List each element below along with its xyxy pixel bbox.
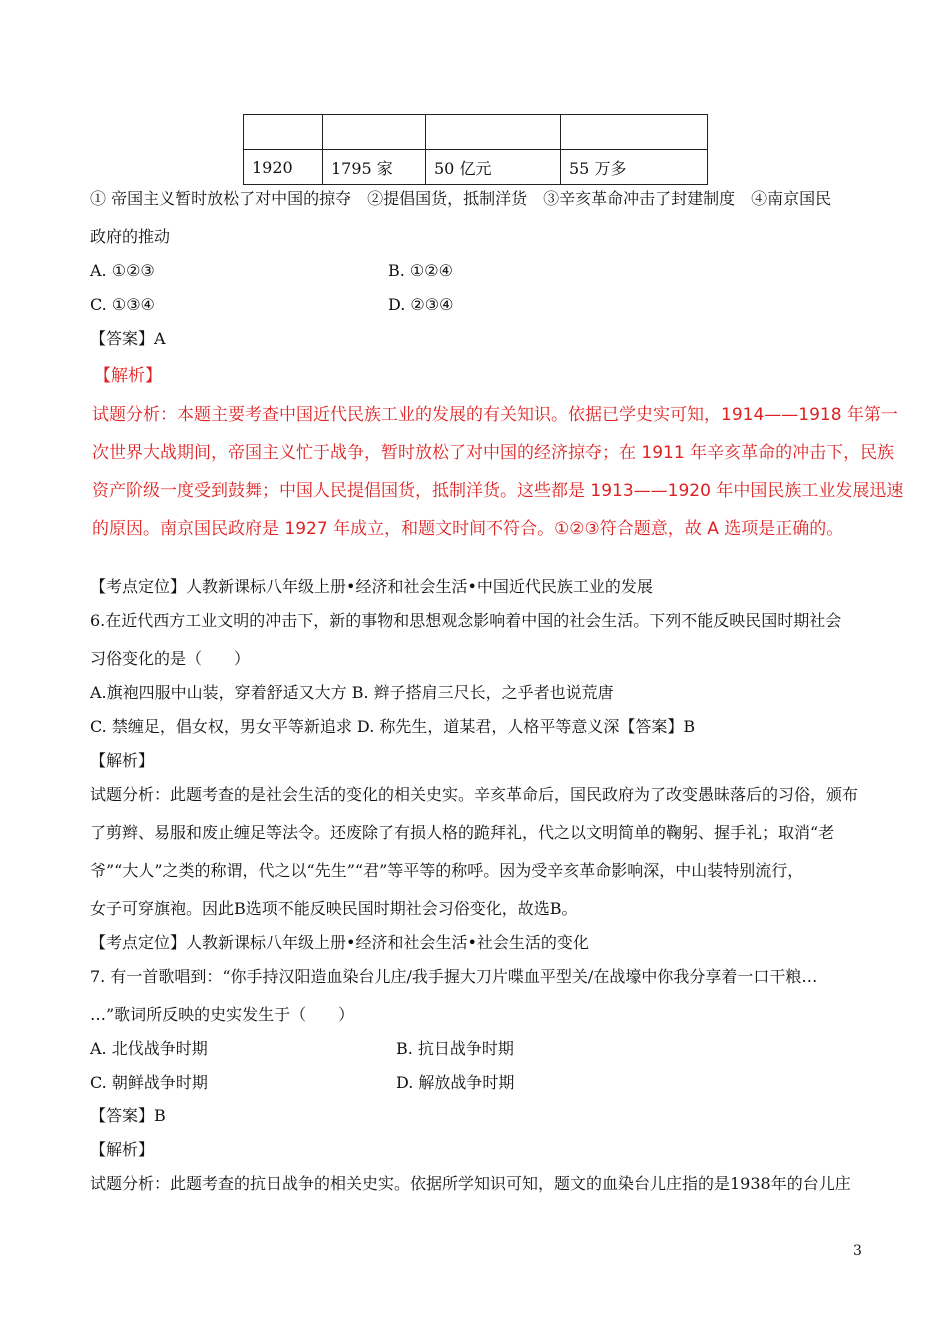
q5-option-b: B. ①②④ [388, 261, 453, 280]
q5-analysis-line: 资产阶级一度受到鼓舞；中国人民提倡国货，抵制洋货。这些都是 1913——1920 年中国民族工业发展迅速 [92, 481, 904, 501]
q7-option-d: D. 解放战争时期 [396, 1073, 515, 1092]
q5-analysis-line: 试题分析：本题主要考查中国近代民族工业的发展的有关知识。依据已学史实可知，1914——1918 年第一 [92, 405, 898, 425]
q7-option-b: B. 抗日战争时期 [396, 1039, 514, 1058]
table-cell [244, 115, 323, 150]
q5-analysis-title: 【解析】 [94, 366, 162, 386]
q6-analysis-line: 试题分析：此题考查的是社会生活的变化的相关史实。辛亥革命后，国民政府为了改变愚昧落后的习俗，颁布 [90, 785, 859, 804]
q6-analysis-title: 【解析】 [90, 751, 155, 770]
table-cell: 1795 家 [323, 150, 426, 185]
q5-option-d: D. ②③④ [388, 295, 454, 314]
q5-kaodian: 【考点定位】人教新课标八年级上册•经济和社会生活•中国近代民族工业的发展 [90, 577, 653, 596]
q6-options-ab: A.旗袍四服中山装，穿着舒适又大方 B. 辫子搭肩三尺长，之乎者也说荒唐 [90, 683, 614, 702]
q5-analysis-line: 的原因。南京国民政府是 1927 年成立，和题文时间不符合。①②③符合题意，故 A 选项是正确的。 [92, 519, 844, 539]
q5-stem-line1: ① 帝国主义暂时放松了对中国的掠夺 ②提倡国货，抵制洋货 ③辛亥革命冲击了封建制度 ④南京国民 [90, 189, 832, 208]
table-cell: 55 万多 [561, 150, 708, 185]
table-cell: 50 亿元 [426, 150, 561, 185]
table-cell [561, 115, 708, 150]
table-row [244, 115, 708, 150]
q5-analysis-line: 次世界大战期间，帝国主义忙于战争，暂时放松了对中国的经济掠夺；在 1911 年辛亥革命的冲击下，民族 [92, 443, 895, 463]
q5-option-c: C. ①③④ [90, 295, 155, 314]
table-cell [323, 115, 426, 150]
q6-options-cd: C. 禁缠足，倡女权，男女平等新追求 D. 称先生，道某君，人格平等意义深【答案】B [90, 717, 696, 736]
q6-kaodian: 【考点定位】人教新课标八年级上册•经济和社会生活•社会生活的变化 [90, 933, 589, 952]
q7-analysis-line: 试题分析：此题考查的抗日战争的相关史实。依据所学知识可知，题文的血染台儿庄指的是1938年的台儿庄 [90, 1174, 851, 1193]
page-number: 3 [853, 1243, 862, 1259]
q7-answer: 【答案】B [90, 1106, 166, 1125]
q7-option-a: A. 北伐战争时期 [90, 1039, 208, 1058]
q6-analysis-line: 了剪辫、易服和废止缠足等法令。还废除了有损人格的跪拜礼，代之以文明简单的鞠躬、握手礼；取消“老 [90, 823, 835, 842]
q7-analysis-title: 【解析】 [90, 1140, 155, 1159]
q6-stem-line1: 6.在近代西方工业文明的冲击下，新的事物和思想观念影响着中国的社会生活。下列不能反映民国时期社会 [90, 611, 842, 630]
q6-stem-line2: 习俗变化的是（ ） [90, 649, 251, 668]
q5-stem-line2: 政府的推动 [90, 227, 171, 246]
q7-stem-line1: 7. 有一首歌唱到：“你手持汉阳造血染台儿庄/我手握大刀片喋血平型关/在战壕中你我分享着一口干粮… [90, 967, 818, 986]
q5-answer: 【答案】A [90, 329, 166, 348]
table-row [244, 150, 708, 185]
table-cell: 1920 [244, 150, 323, 185]
q7-option-c: C. 朝鲜战争时期 [90, 1073, 208, 1092]
q5-option-a: A. ①②③ [90, 261, 155, 280]
q6-analysis-line: 女子可穿旗袍。因此B选项不能反映民国时期社会习俗变化，故选B。 [90, 899, 578, 918]
table-cell [426, 115, 561, 150]
q7-stem-line2: …”歌词所反映的史实发生于（ ） [90, 1005, 355, 1024]
data-table [243, 114, 708, 185]
q6-analysis-line: 爷”“大人”之类的称谓，代之以“先生”“君”等平等的称呼。因为受辛亥革命影响深，中山装特别流行， [90, 861, 804, 880]
